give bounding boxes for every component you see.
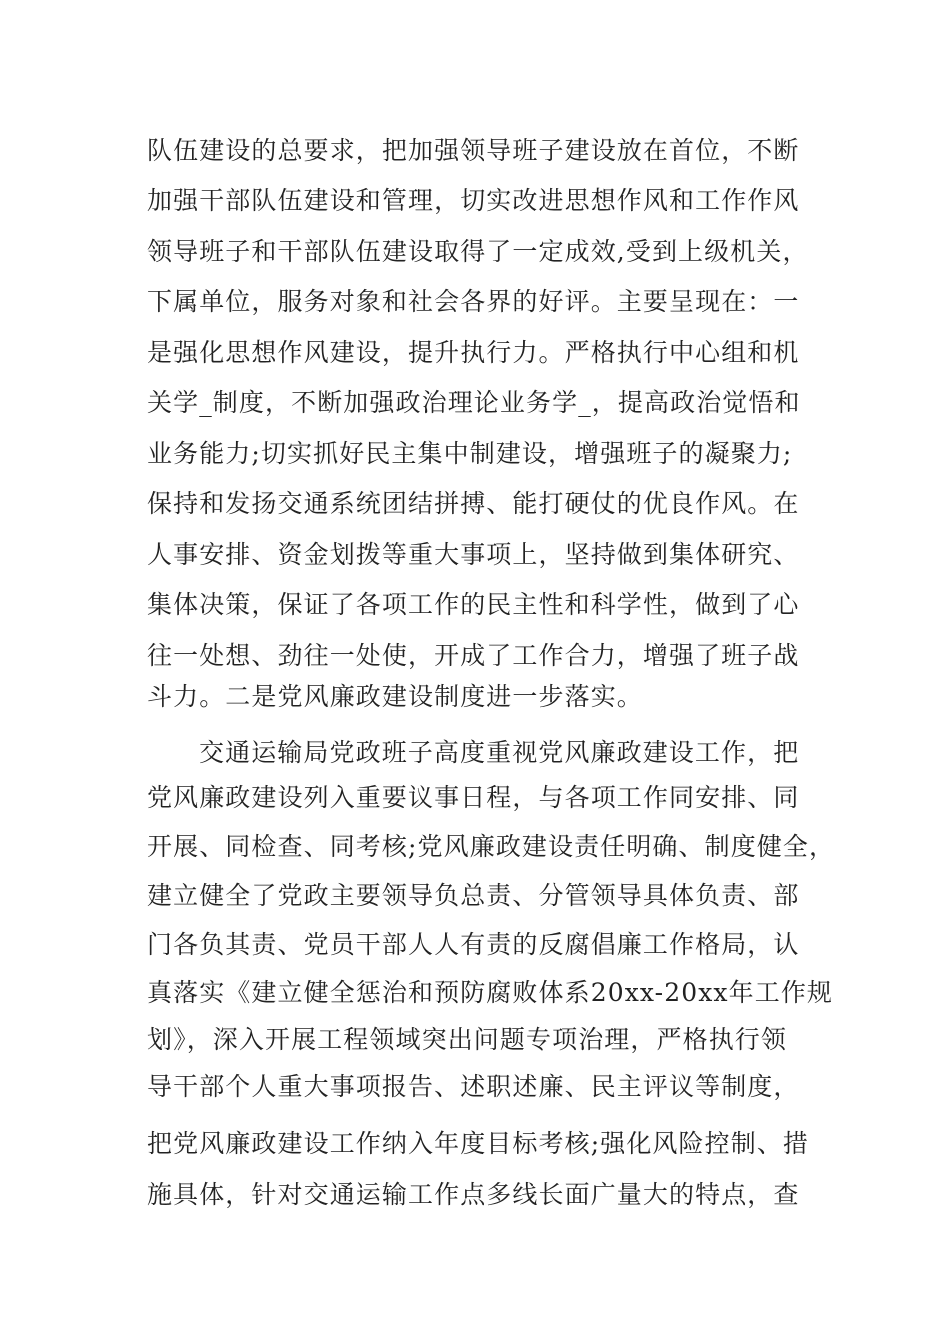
text-line: 把党风廉政建设工作纳入年度目标考核;强化风险控制、措: [147, 1129, 810, 1158]
text-line: 是强化思想作风建设，提升执行力。严格执行中心组和机: [147, 338, 800, 367]
text-line: 保持和发扬交通系统团结拼搏、能打硬仗的优良作风。在: [147, 489, 800, 518]
text-line: 加强干部队伍建设和管理，切实改进思想作风和工作作风: [147, 186, 800, 215]
text-line: 集体决策，保证了各项工作的民主性和科学性，做到了心: [147, 590, 800, 619]
text-line: 队伍建设的总要求，把加强领导班子建设放在首位，不断: [147, 136, 800, 165]
text-line: 建立健全了党政主要领导负总责、分管领导具体负责、部: [147, 881, 800, 910]
text-line: 划》，深入开展工程领域突出问题专项治理，严格执行领: [147, 1025, 788, 1054]
paragraph-first-line: 交通运输局党政班子高度重视党风廉政建设工作，把: [199, 738, 800, 767]
text-line: 真落实《建立健全惩治和预防腐败体系20xx-20xx年工作规: [147, 978, 834, 1007]
text-line: 门各负其责、党员干部人人有责的反腐倡廉工作格局，认: [147, 930, 800, 959]
text-line: 施具体，针对交通运输工作点多线长面广量大的特点，查: [147, 1180, 800, 1209]
text-line: 斗力。二是党风廉政建设制度进一步落实。: [147, 682, 643, 711]
text-line: 开展、同检查、同考核;党风廉政建设责任明确、制度健全，: [147, 832, 836, 861]
text-line: 领导班子和干部队伍建设取得了一定成效,受到上级机关，: [147, 237, 809, 266]
text-line: 下属单位，服务对象和社会各界的好评。主要呈现在：一: [147, 287, 800, 316]
text-line: 关学_制度，不断加强政治理论业务学_，提高政治觉悟和: [147, 388, 801, 417]
text-line: 往一处想、劲往一处使，开成了工作合力，增强了班子战: [147, 641, 800, 670]
text-line: 党风廉政建设列入重要议事日程，与各项工作同安排、同: [147, 783, 800, 812]
text-line: 人事安排、资金划拨等重大事项上，坚持做到集体研究、: [147, 540, 800, 569]
text-line: 业务能力;切实抓好民主集中制建设，增强班子的凝聚力;: [147, 439, 793, 468]
text-line: 导干部个人重大事项报告、述职述廉、民主评议等制度，: [147, 1072, 800, 1101]
